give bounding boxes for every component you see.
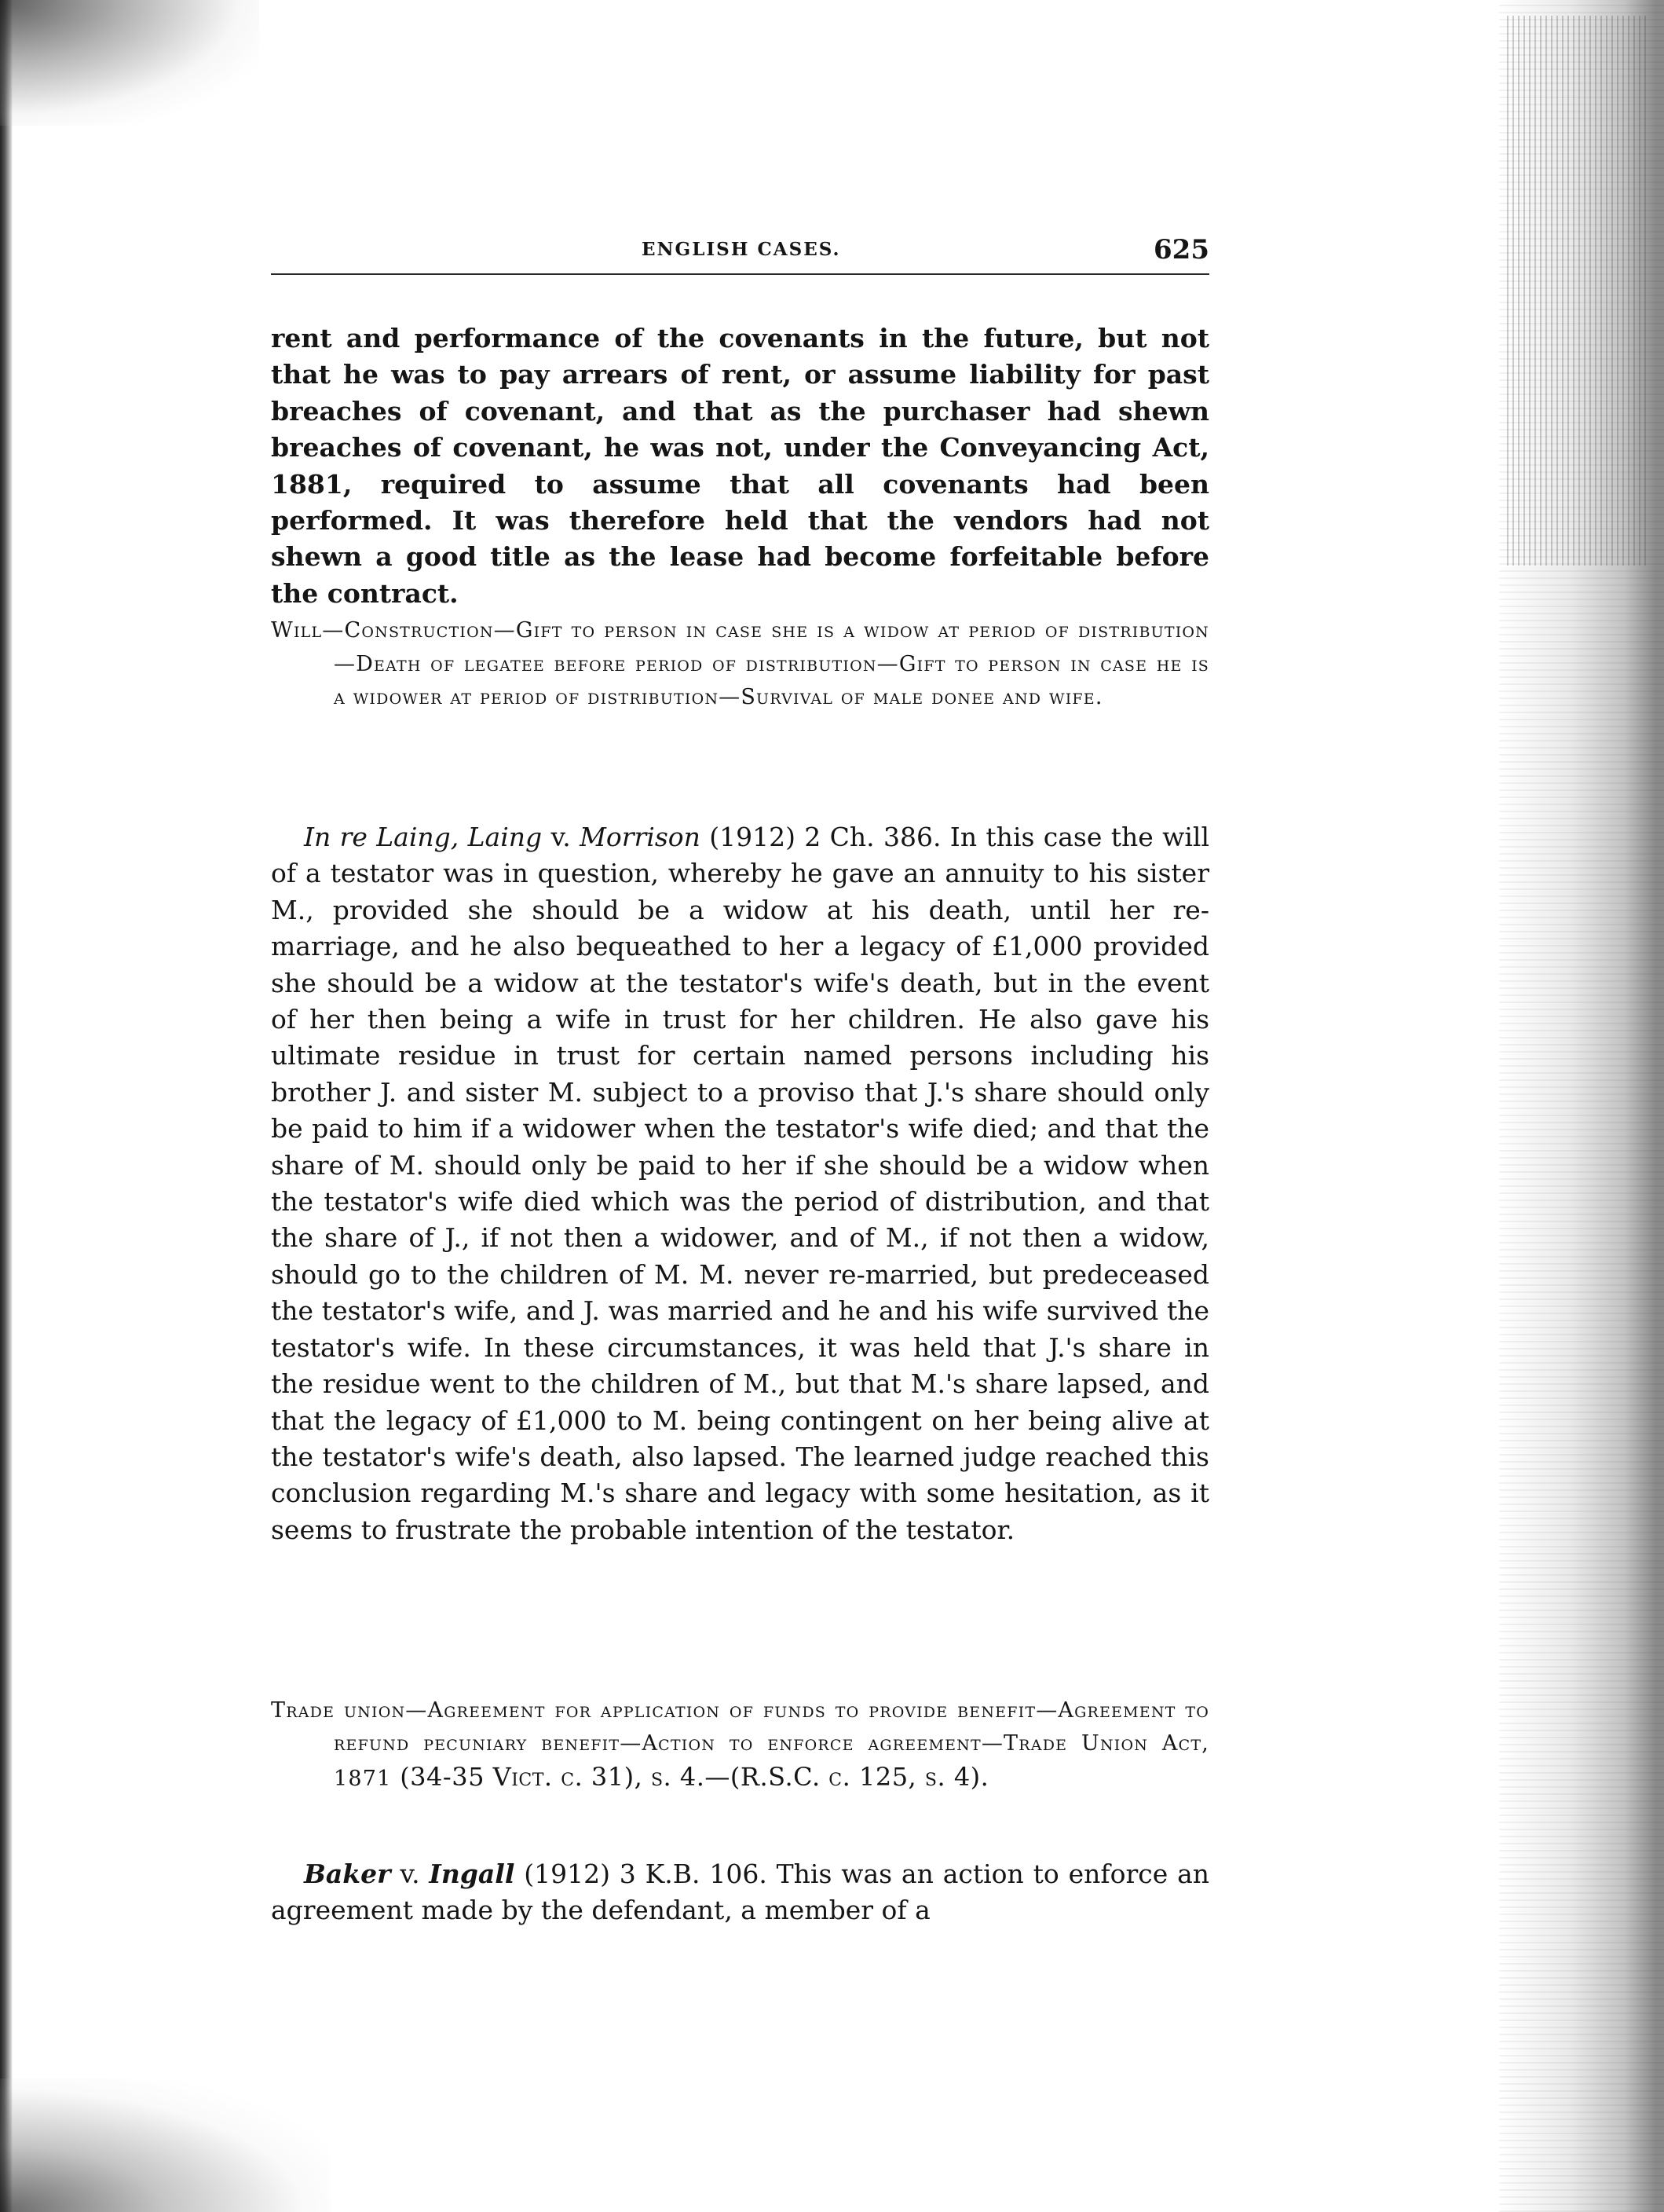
case-party: Morrison	[580, 822, 700, 852]
headnote-citation: (34-35 Vict. c. 31), s. 4.—(R.S.C. c. 125, s. 4).	[391, 1762, 989, 1792]
scan-page-stack-right	[1507, 16, 1648, 566]
headnote-trade-union	[271, 1694, 1209, 1796]
case-laing-paragraph	[271, 819, 1209, 1548]
scan-shadow-left	[0, 0, 13, 2212]
case-versus: v.	[542, 822, 580, 852]
scan-shadow-bottom-left	[0, 2078, 330, 2212]
case-citation: (1912) 3 K.B. 106.	[514, 1859, 777, 1889]
headnote-text: Trade union—Agreement for application of funds to provide benefit—Agreement to refund pecuniary benefit—Action to enforce agreement—Trade Union Act, 1871	[271, 1698, 1209, 1791]
case-versus: v.	[390, 1859, 430, 1889]
case-party: Ingall	[429, 1859, 515, 1889]
paragraph-continuation: rent and performance of the covenants in the future, but not that he was to pay arrears of rent, or assume liability for past breaches of covenant, and that as the purchaser had shewn breaches of covenant, he was not, under the Conveyancing Act, 1881, required to assume that all covenants had been performed. It was therefore held that the vendors had not shewn a good title as the lease had become forfeitable before the contract.	[271, 323, 1209, 609]
case-summary: This was an action to enforce an agreement made by the defendant, a member of a	[271, 1859, 1209, 1926]
page-number: 625	[1154, 234, 1209, 266]
case-name: Baker	[304, 1859, 391, 1889]
page-header	[271, 234, 1209, 275]
case-name: In re Laing, Laing	[304, 822, 543, 852]
headnote-will-construction: Will—Construction—Gift to person in case she is a widow at period of distribution—Death of legatee before period of distribution—Gift to person in case he is a widower at period of distribution—Survival of male donee and wife.	[271, 618, 1209, 709]
running-head: ENGLISH CASES.	[642, 239, 841, 260]
case-summary: In this case the will of a testator was in question, whereby he gave an annuity to his sister M., provided she should be a widow at his death, until her re-marriage, and he also bequeathed to her a legacy of £1,000 provided she should be a widow at the testator's wife's death, but in the event of her then being a wife in trust for her children. He also gave his ultimate residue in trust for certain named persons including his brother J. and sister M. subject to a proviso that J.'s share should only be paid to him if a widower when the testator's wife died; and that the share of M. should only be paid to her if she should be a widow when the testator's wife died which was the period of distribution, and that the share of J., if not then a widower, and of M., if not then a widow, should go to the children of M. M. never re-married, but predeceased the testator's wife, and J. was married and he and his wife survived the testator's wife. In these circumstances, it was held that J.'s share in the residue went to the children of M., but that M.'s share lapsed, and that the legacy of £1,000 to M. being contingent on her being alive at the testator's wife's death, also lapsed. The learned judge reached this conclusion regarding M.'s share and legacy with some hesitation, as it seems to frustrate the probable intention of the testator.	[271, 822, 1210, 1545]
case-baker-paragraph	[271, 1856, 1209, 1929]
case-citation: (1912) 2 Ch. 386.	[700, 822, 950, 852]
scan-shadow-top-left	[0, 0, 259, 126]
